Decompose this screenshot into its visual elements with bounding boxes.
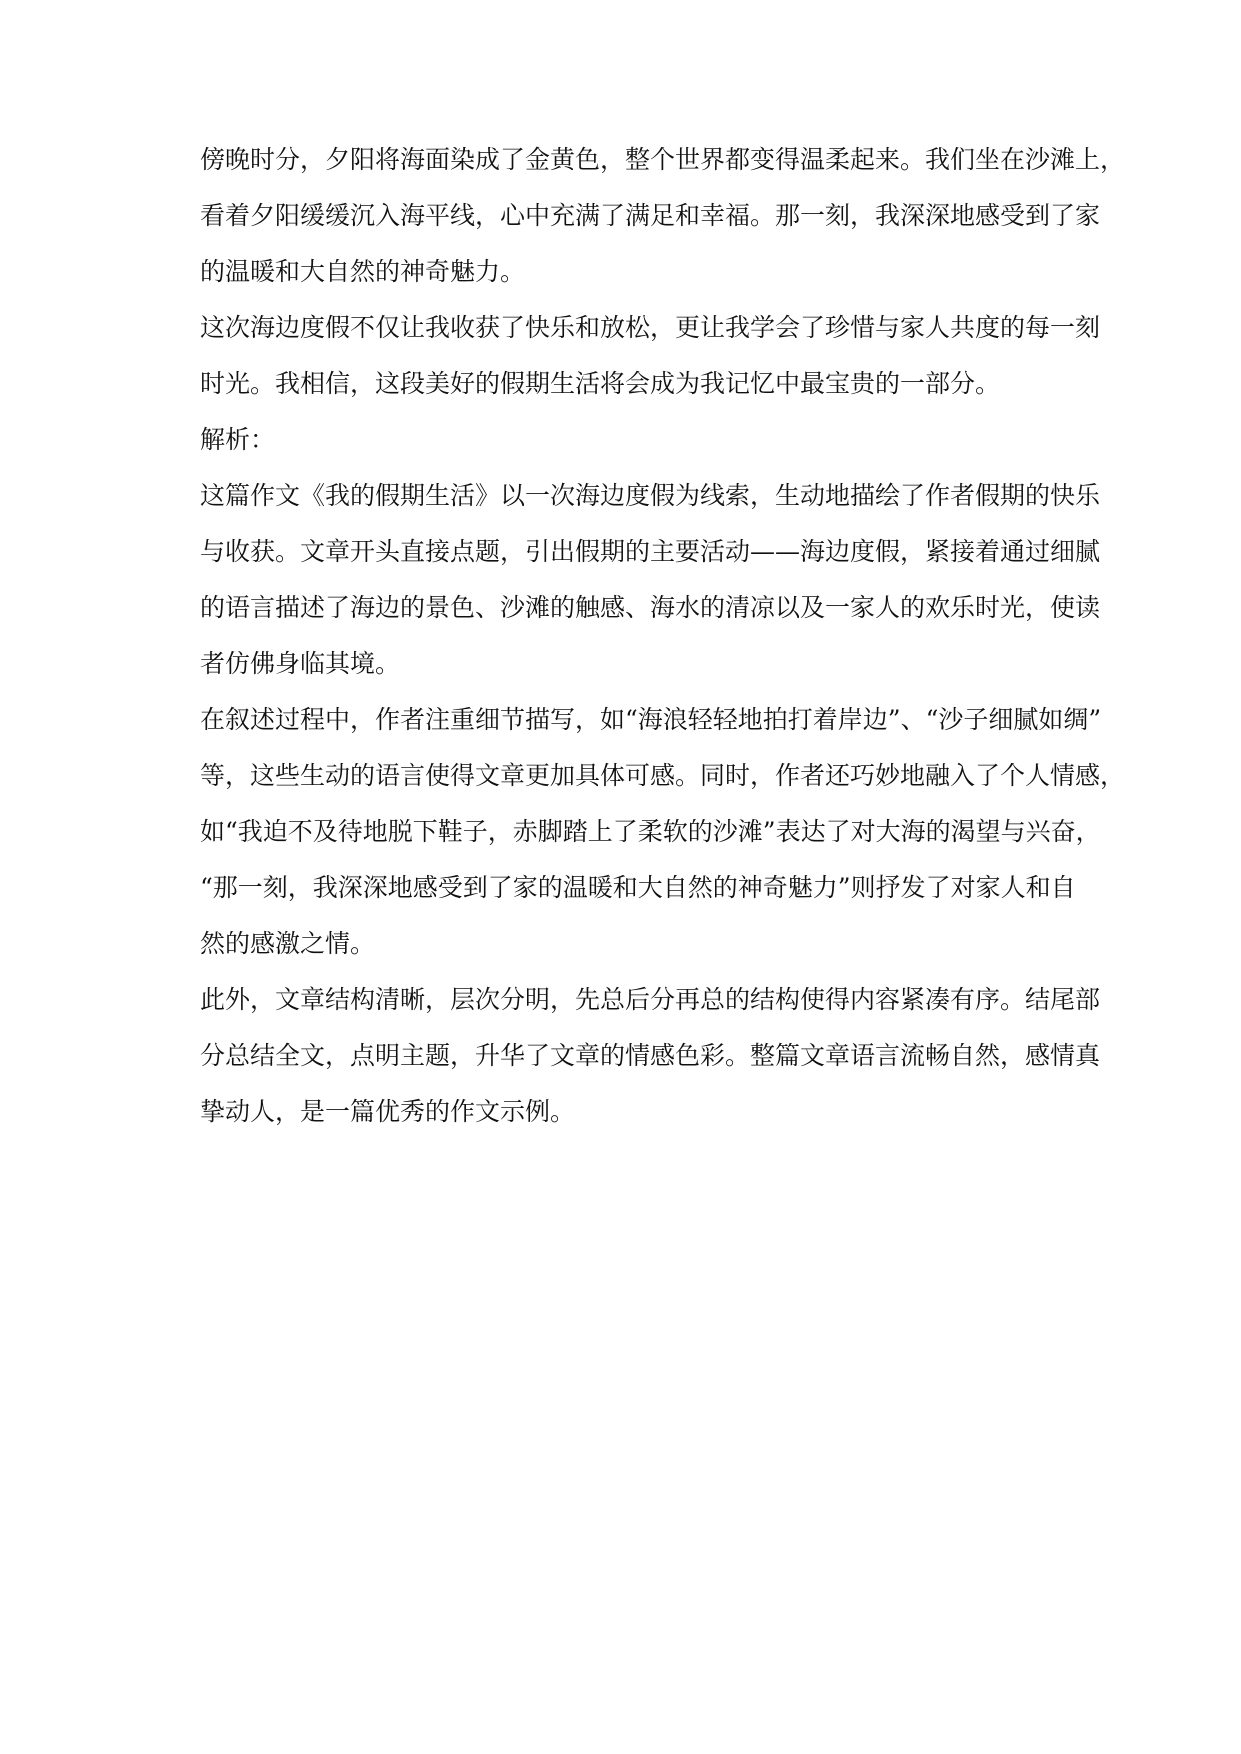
text-line: 这次海边度假不仅让我收获了快乐和放松，更让我学会了珍惜与家人共度的每一刻 bbox=[200, 313, 1101, 342]
text-line: 与收获。文章开头直接点题，引出假期的主要活动——海边度假，紧接着通过细腻 bbox=[200, 537, 1101, 566]
document-body bbox=[200, 132, 1126, 1140]
paragraph-analysis-structure bbox=[200, 972, 1100, 1140]
text-line: 如“我迫不及待地脱下鞋子，赤脚踏上了柔软的沙滩”表达了对大海的渴望与兴奋， bbox=[200, 817, 1101, 846]
text-line: 傍晚时分，夕阳将海面染成了金黄色，整个世界都变得温柔起来。我们坐在沙滩上， bbox=[200, 145, 1126, 174]
text-line: 此外，文章结构清晰，层次分明，先总后分再总的结构使得内容紧凑有序。结尾部 bbox=[200, 985, 1101, 1014]
text-line: “那一刻，我深深地感受到了家的温暖和大自然的神奇魅力”则抒发了对家人和自 bbox=[200, 873, 1076, 902]
text-line: 的温暖和大自然的神奇魅力。 bbox=[200, 257, 526, 286]
text-line: 时光。我相信，这段美好的假期生活将会成为我记忆中最宝贵的一部分。 bbox=[200, 369, 1001, 398]
paragraph-sunset bbox=[200, 132, 1126, 300]
text-line: 解析： bbox=[200, 425, 276, 454]
text-line: 分总结全文，点明主题，升华了文章的情感色彩。整篇文章语言流畅自然，感情真 bbox=[200, 1041, 1101, 1070]
paragraph-analysis-detail bbox=[200, 692, 1126, 972]
paragraph-conclusion bbox=[200, 300, 1100, 412]
text-line: 在叙述过程中，作者注重细节描写，如“海浪轻轻地拍打着岸边”、“沙子细腻如绸” bbox=[200, 705, 1102, 734]
text-line: 等，这些生动的语言使得文章更加具体可感。同时，作者还巧妙地融入了个人情感， bbox=[200, 761, 1126, 790]
text-line: 者仿佛身临其境。 bbox=[200, 649, 401, 678]
text-line: 看着夕阳缓缓沉入海平线，心中充满了满足和幸福。那一刻，我深深地感受到了家 bbox=[200, 201, 1101, 230]
paragraph-analysis-intro bbox=[200, 468, 1100, 692]
text-line: 挚动人，是一篇优秀的作文示例。 bbox=[200, 1097, 576, 1126]
text-line: 这篇作文《我的假期生活》以一次海边度假为线索，生动地描绘了作者假期的快乐 bbox=[200, 481, 1101, 510]
text-line: 的语言描述了海边的景色、沙滩的触感、海水的清凉以及一家人的欢乐时光，使读 bbox=[200, 593, 1101, 622]
text-line: 然的感激之情。 bbox=[200, 929, 376, 958]
analysis-heading bbox=[200, 412, 1100, 468]
